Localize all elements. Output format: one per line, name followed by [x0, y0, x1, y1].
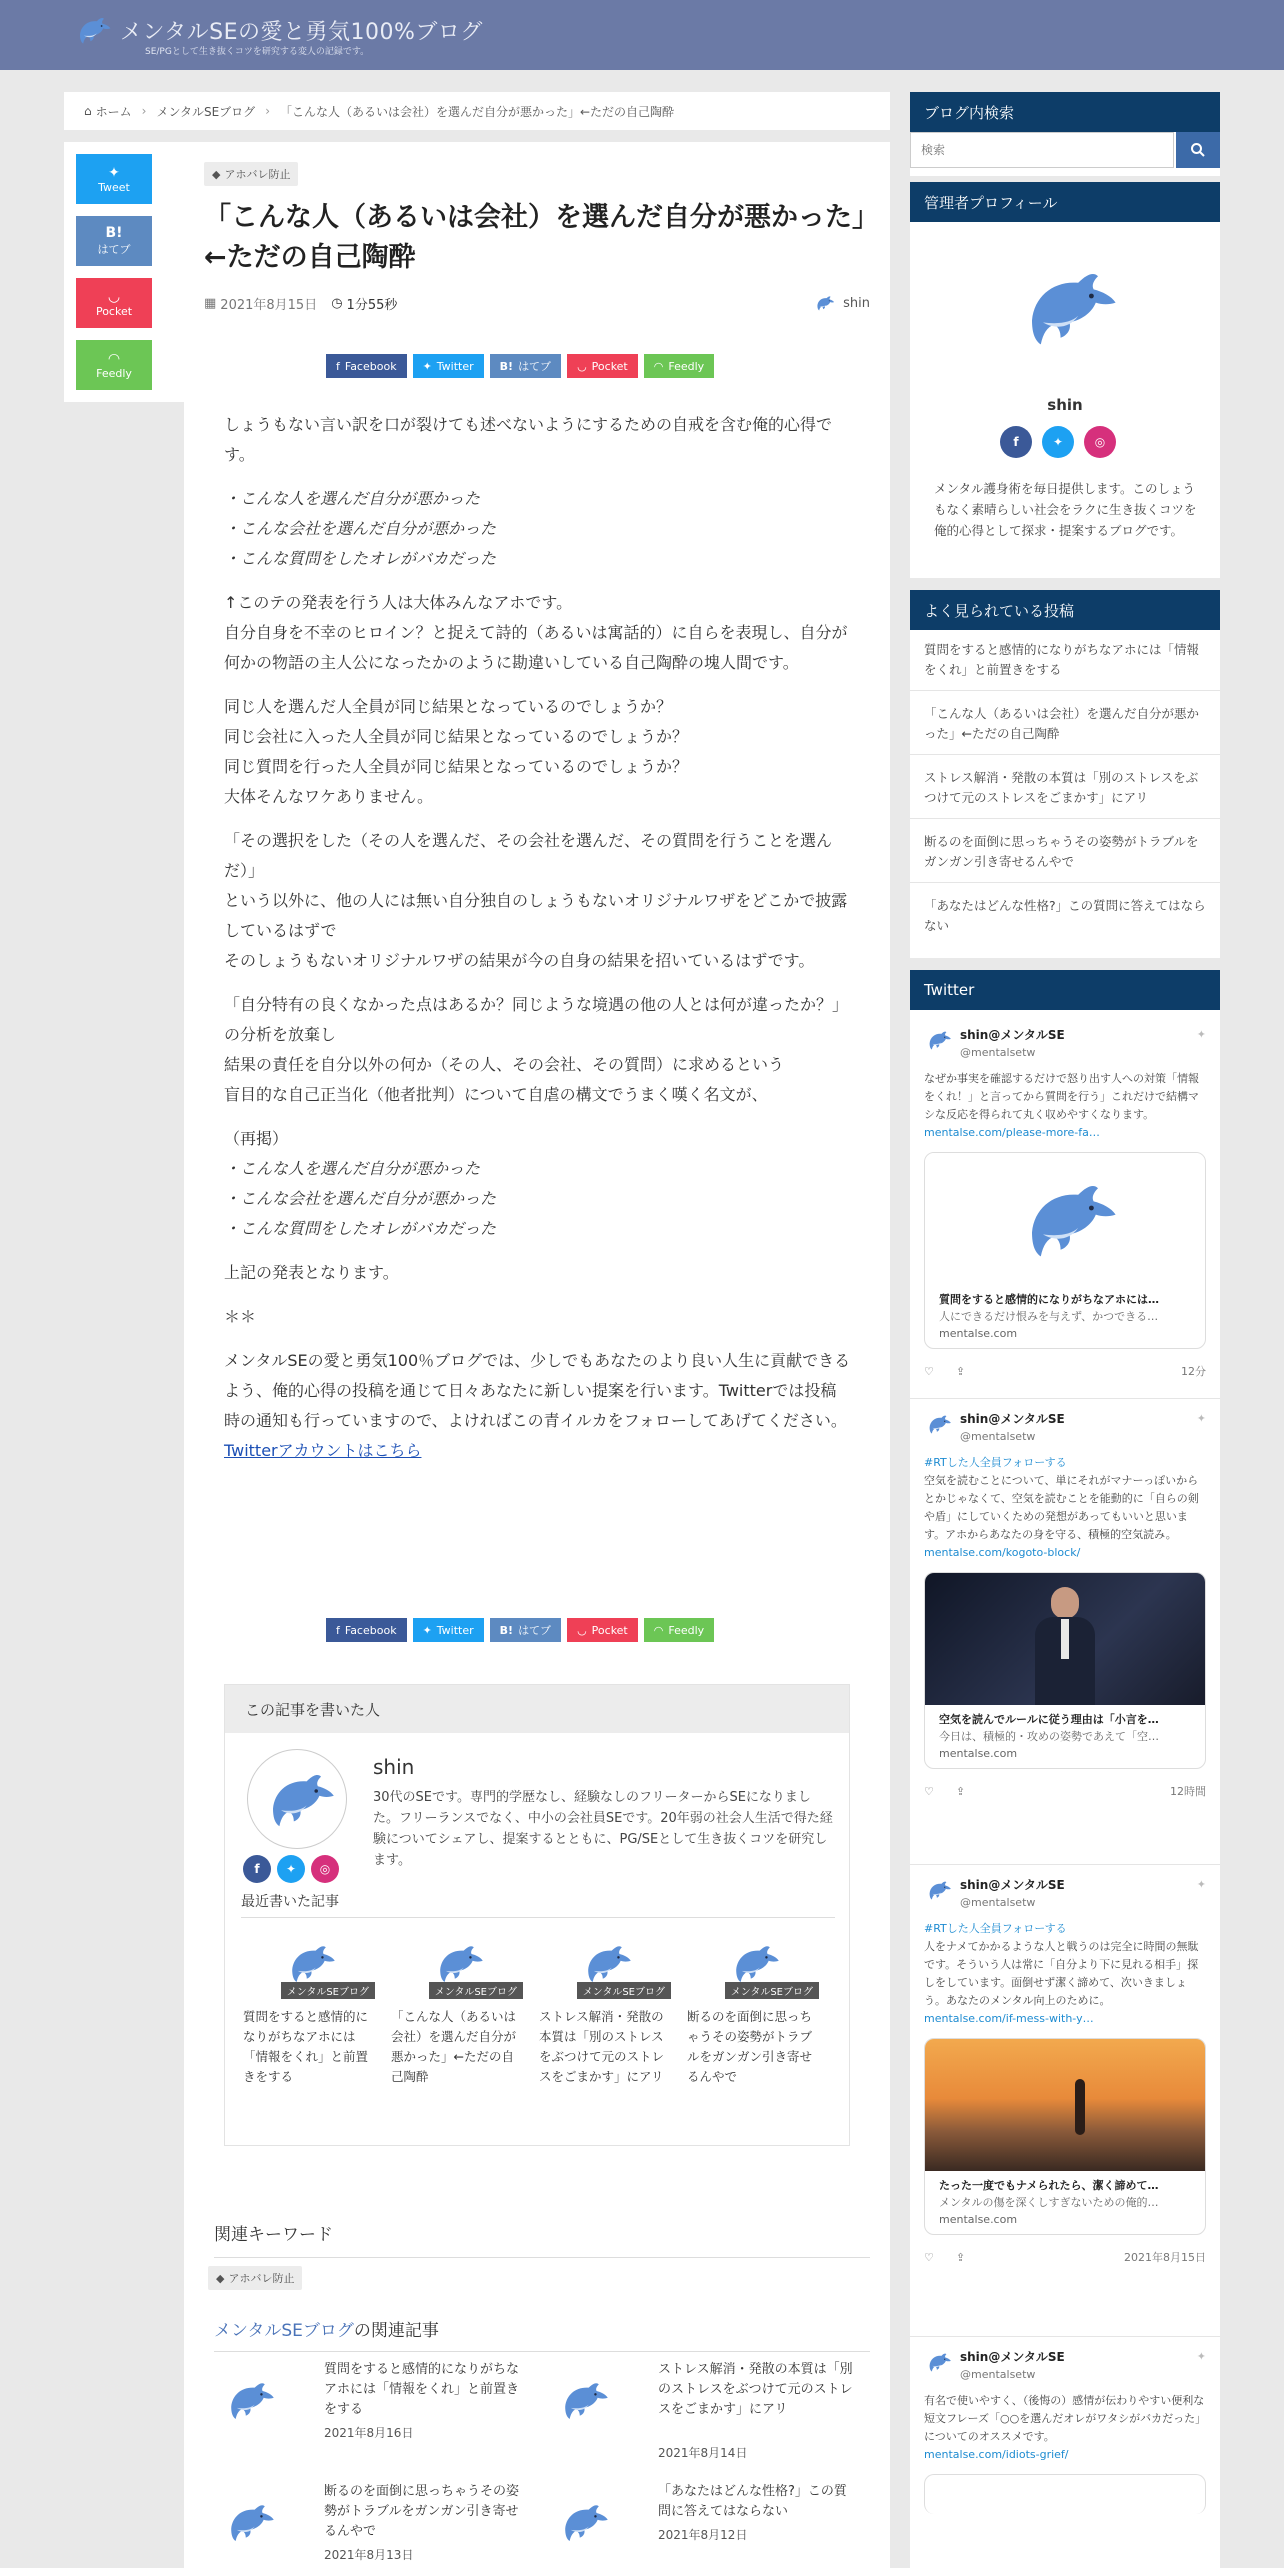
- tweet-body: 人をナメてかかるような人と戦うのは完全に時間の無駄です。そういう人は常に「自分より下に見れる相手」探しをしています。面倒せず潔く諦めて、次いきましょう。あなたのメンタル向上のために。: [924, 1940, 1199, 2007]
- dolphin-thumb-icon: [220, 2494, 276, 2550]
- body-paragraph: しょうもない言い訳を口が裂けても述べないようにするための自戒を含む俺的心得です。: [224, 415, 833, 464]
- tweet: [924, 1876, 1206, 2267]
- tweet-card-title: 質問をすると感情的になりがちなアホには…: [939, 1293, 1159, 1306]
- list-item: ・こんな質問をしたオレがバカだった: [224, 549, 497, 568]
- body-line: ↑このテの発表を行う人は大体みんなアホです。: [224, 593, 573, 612]
- divider: [910, 2336, 1220, 2337]
- dolphin-thumb-icon: [554, 2494, 610, 2550]
- pocket-share-button[interactable]: [567, 1618, 638, 1642]
- site-title: メンタルSEの愛と勇気100%ブログ: [120, 19, 483, 45]
- heart-icon[interactable]: ♡: [924, 2251, 934, 2264]
- hatena-share-button[interactable]: [490, 1618, 561, 1642]
- body-line: 「自分特有の良くなかった点はあるか？同じような境遇の他の人とは何が違ったか？」の分析を放棄し: [224, 995, 849, 1044]
- recent-post-card[interactable]: [391, 1935, 523, 2087]
- instagram-icon[interactable]: ◎: [311, 1855, 339, 1883]
- feedly-label: Feedly: [96, 366, 132, 380]
- facebook-icon[interactable]: f: [243, 1855, 271, 1883]
- twitter-widget-heading: Twitter: [910, 970, 1220, 1010]
- profile-widget: [910, 182, 1220, 578]
- article: [184, 142, 890, 2568]
- hatena-share-label: はてブ: [518, 1624, 552, 1637]
- body-line: 大体そんなワケありません。: [224, 787, 433, 806]
- tweet-author-handle[interactable]: @mentalsetw: [960, 1430, 1036, 1443]
- twitter-share-label: Twitter: [436, 1623, 474, 1637]
- related-post-title: 断るのを面倒に思っちゃうその姿勢がトラブルをガンガン引き寄せるんやで: [324, 2484, 520, 2539]
- tweet-author-name[interactable]: shin@メンタルSE: [960, 1878, 1065, 1892]
- facebook-icon[interactable]: f: [1000, 426, 1032, 458]
- breadcrumb: [64, 92, 890, 130]
- feedly-icon: ◠: [108, 350, 120, 367]
- share-bar-top: [326, 354, 714, 378]
- popular-posts-widget: [910, 590, 1220, 958]
- facebook-icon: f: [336, 1623, 340, 1637]
- recent-post-category: メンタルSEブログ: [725, 1982, 819, 1999]
- tweet-header: [924, 2348, 1206, 2388]
- popular-post-link[interactable]: 「あなたはどんな性格?」この質問に答えてはならない: [924, 898, 1206, 933]
- clock-icon: ◷: [331, 295, 343, 311]
- keyword-tag-label: アホバレ防止: [228, 2272, 295, 2285]
- related-heading-category: メンタルSEブログ: [214, 2321, 354, 2341]
- tweet-card[interactable]: [924, 1572, 1206, 1769]
- related-post-title: 質問をすると感情的になりがちなアホには「情報をくれ」と前置きをする: [324, 2362, 520, 2417]
- keyword-tag[interactable]: [208, 2266, 302, 2290]
- list-item: ・こんな人を選んだ自分が悪かった: [224, 1159, 481, 1178]
- body-list: [224, 1124, 852, 1244]
- tweet-button[interactable]: [76, 154, 152, 204]
- related-post-date: 2021年8月13日: [324, 2548, 414, 2562]
- popular-post-link[interactable]: ストレス解消・発散の本質は「別のストレスをぶつけて元のストレスをごまかす」にアリ: [924, 770, 1199, 805]
- dolphin-thumb-icon: [554, 2372, 610, 2428]
- facebook-share-button[interactable]: [326, 354, 407, 378]
- search-widget-heading: ブログ内検索: [910, 92, 1220, 132]
- body-line: そのしょうもないオリジナルワザの結果が今の自身の結果を招いているはずです。: [224, 951, 815, 970]
- pocket-icon: ◡: [577, 1623, 587, 1637]
- twitter-icon: ✦: [108, 164, 120, 181]
- list-heading: （再掲）: [224, 1129, 289, 1148]
- hatena-button[interactable]: [76, 216, 152, 266]
- facebook-share-label: Facebook: [344, 359, 397, 373]
- site-tagline: SE/PGとして生き抜くコツを研究する変人の記録です。: [145, 47, 370, 57]
- recent-post-title: 質問をすると感情的になりがちなアホには「情報をくれ」と前置きをする: [243, 2009, 369, 2084]
- recent-post-title: ストレス解消・発散の本質は「別のストレスをぶつけて元のストレスをごまかす」にアリ: [539, 2009, 665, 2084]
- feedly-share-button[interactable]: [644, 354, 714, 378]
- tweet-actions: [924, 1363, 1206, 1381]
- twitter-share-button[interactable]: [413, 354, 484, 378]
- tweet-author-name[interactable]: shin@メンタルSE: [960, 1028, 1065, 1042]
- body-paragraph: [224, 588, 852, 678]
- tweet-body: 有名で使いやすく、（後悔の）感情が伝わりやすい便利な短文フレーズ「○○を選んだオレがワタシがバカだった」についてのオススメです。: [924, 2394, 1205, 2443]
- recent-posts-heading: 最近書いた記事: [241, 1891, 835, 1918]
- article-date: 2021年8月15日: [220, 297, 318, 313]
- hatena-share-button[interactable]: [490, 354, 561, 378]
- tweet-author-name[interactable]: shin@メンタルSE: [960, 1412, 1065, 1426]
- hatena-icon: B!: [499, 1623, 514, 1637]
- related-post-title: ストレス解消・発散の本質は「別のストレスをぶつけて元のストレスをごまかす」にアリ: [658, 2362, 853, 2417]
- author-avatar-icon: [813, 292, 835, 314]
- search-icon: [1190, 142, 1206, 158]
- breadcrumb-current: 「こんな人（あるいは会社）を選んだ自分が悪かった」←ただの自己陶酔: [280, 104, 675, 119]
- tag-icon: ◆: [212, 167, 221, 181]
- list-item: ・こんな会社を選んだ自分が悪かった: [224, 519, 497, 538]
- tweet-card-title: 空気を読んでルールに従う理由は「小言を…: [939, 1713, 1159, 1726]
- body-paragraph: [224, 826, 852, 976]
- body-paragraph: 上記の発表となります。: [224, 1263, 399, 1282]
- recent-post-category: メンタルSEブログ: [429, 1982, 523, 1999]
- body-list: [224, 484, 852, 574]
- related-post[interactable]: [200, 2360, 530, 2456]
- share-icon[interactable]: ⇪: [955, 2251, 966, 2264]
- hatena-label: はてブ: [97, 243, 131, 256]
- popular-post-link[interactable]: 「こんな人（あるいは会社）を選んだ自分が悪かった」←ただの自己陶酔: [924, 706, 1200, 741]
- tweet: [924, 1026, 1206, 1381]
- popular-post-link[interactable]: 断るのを面倒に思っちゃうその姿勢がトラブルをガンガン引き寄せるんやで: [924, 834, 1199, 869]
- tweet-text: [924, 1070, 1206, 1142]
- body-line: 同じ質問を行った人全員が同じ結果となっているのでしょうか？: [224, 757, 689, 776]
- tweet-card-image: [925, 1573, 1205, 1705]
- body-line: 盲目的な自己正当化（他者批判）について自虐の構文でうまく嘆く名文が、: [224, 1085, 768, 1104]
- pocket-share-label: Pocket: [591, 1623, 628, 1637]
- heart-icon[interactable]: ♡: [924, 1365, 934, 1378]
- recent-post-thumb: [391, 1935, 523, 1999]
- tweet-card-domain: mentalse.com: [939, 1747, 1018, 1760]
- instagram-icon[interactable]: ◎: [1084, 426, 1116, 458]
- related-heading-suffix: の関連記事: [353, 2321, 439, 2341]
- pocket-icon: ◡: [108, 288, 120, 305]
- tweet-time[interactable]: 12分: [1181, 1365, 1206, 1378]
- divider: [910, 754, 1220, 755]
- tweet-label: Tweet: [98, 180, 130, 194]
- tweet-link[interactable]: mentalse.com/kogoto-block/: [924, 1546, 1081, 1559]
- tweet-card-domain: mentalse.com: [939, 2213, 1018, 2226]
- share-icon[interactable]: ⇪: [955, 1365, 966, 1378]
- tweet-body: 空気を読むことについて、単にそれがマナーっぽいからとかじゃなくて、空気を読むことを能動的に「自らの剣や盾」にしていくための発想があってもいいと思います。アホからあなたの身を守る、積極的空気読み。: [924, 1474, 1199, 1541]
- pocket-label: Pocket: [95, 304, 133, 318]
- dolphin-logo-icon: [70, 10, 114, 50]
- tweet-hashtag[interactable]: #RTした人全員フォローする: [924, 1922, 1067, 1935]
- list-item: ・こんな会社を選んだ自分が悪かった: [224, 1189, 497, 1208]
- facebook-share-label: Facebook: [344, 1623, 397, 1637]
- divider: [910, 882, 1220, 883]
- tweet-card[interactable]: [924, 2038, 1206, 2235]
- article-author[interactable]: [813, 292, 870, 314]
- tweet-card-desc: メンタルの傷を深くしすぎないための俺的…: [939, 2196, 1159, 2209]
- person-photo: [1035, 1587, 1095, 1705]
- list-item: ・こんな人を選んだ自分が悪かった: [224, 489, 481, 508]
- tweet-actions: [924, 1783, 1206, 1801]
- tweet-body: なぜか事実を確認するだけで怒り出す人への対策「情報をくれ！」と言ってから質問を行う」これだけで結構マシな反応を得られて丸く収めやすくなります。: [924, 1072, 1199, 1121]
- side-share-panel: [64, 142, 184, 402]
- pocket-share-label: Pocket: [591, 359, 628, 373]
- related-heading: [214, 2316, 870, 2352]
- article-tag[interactable]: [204, 162, 298, 186]
- tweet-text: [924, 2392, 1206, 2464]
- dolphin-thumb-icon: [220, 2372, 276, 2428]
- feedly-icon: ◠: [653, 359, 664, 373]
- author-box-heading: この記事を書いた人: [225, 1685, 849, 1733]
- tweet-author-handle[interactable]: @mentalsetw: [960, 1046, 1036, 1059]
- search-widget: [910, 92, 1220, 176]
- tweet-card-title: たった一度でもナメられたら、潔く諦めて…: [939, 2179, 1159, 2192]
- body-paragraph: [224, 692, 852, 812]
- body-line: 同じ人を選んだ人全員が同じ結果となっているのでしょうか？: [224, 697, 673, 716]
- article-tag-label: アホバレ防止: [224, 168, 291, 181]
- tweet-author-handle[interactable]: @mentalsetw: [960, 2368, 1036, 2381]
- twitter-bird-icon: ✦: [1196, 1028, 1206, 1041]
- tweet-header: [924, 1410, 1206, 1450]
- recent-post-title: 断るのを面倒に思っちゃうその姿勢がトラブルをガンガン引き寄せるんやで: [687, 2009, 813, 2084]
- profile-social-links: [1000, 426, 1116, 458]
- body-line: 「その選択をした（その人を選んだ、その会社を選んだ、その質問を行うことを選んだ）」: [224, 831, 833, 880]
- feedly-icon: ◠: [653, 1623, 664, 1637]
- profile-name: shin: [1047, 396, 1083, 414]
- profile-widget-heading: 管理者プロフィール: [910, 182, 1220, 222]
- tweet-avatar-icon: [924, 2348, 952, 2376]
- author-name: shin: [373, 1755, 415, 1779]
- tweet-header: [924, 1876, 1206, 1916]
- tweet-card-image: [925, 2039, 1205, 2171]
- article-title: 「こんな人（あるいは会社）を選んだ自分が悪かった」←ただの自己陶酔: [204, 202, 866, 273]
- tweet-header: [924, 1026, 1206, 1066]
- popular-post-link[interactable]: 質問をすると感情的になりがちなアホには「情報をくれ」と前置きをする: [924, 642, 1200, 677]
- keywords-heading: 関連キーワード: [214, 2220, 870, 2258]
- twitter-bird-icon: ✦: [1196, 1412, 1206, 1425]
- dolphin-avatar-icon: [257, 1759, 337, 1839]
- tweet-card-domain: mentalse.com: [939, 1327, 1018, 1340]
- tweet-card-desc: 人にできるだけ恨みを与えず、かつできる…: [939, 1310, 1159, 1323]
- tweet-time[interactable]: 12時間: [1170, 1785, 1206, 1798]
- tweet: [924, 1410, 1206, 1801]
- body-line: 結果の責任を自分以外の何か（その人、その会社、その質問）に求めるという: [224, 1055, 785, 1074]
- article-meta: [204, 292, 870, 314]
- dolphin-profile-icon: [1010, 252, 1120, 362]
- feedly-share-button[interactable]: [644, 1618, 714, 1642]
- tweet-card[interactable]: [924, 2474, 1206, 2514]
- facebook-icon: f: [336, 359, 340, 373]
- recent-post-title: 「こんな人（あるいは会社）を選んだ自分が悪かった」←ただの自己陶酔: [391, 2009, 517, 2084]
- search-input[interactable]: [910, 132, 1174, 168]
- walking-person-silhouette: [1075, 2079, 1085, 2135]
- feedly-share-label: Feedly: [668, 1623, 705, 1637]
- home-icon: ⌂: [84, 104, 92, 118]
- tweet-time[interactable]: 2021年8月15日: [1124, 2251, 1206, 2264]
- body-paragraph: [224, 990, 852, 1110]
- recent-post-thumb: [687, 1935, 819, 1999]
- related-post-date: 2021年8月14日: [658, 2446, 748, 2460]
- feedly-button[interactable]: [76, 340, 152, 390]
- tweet-card-image: [925, 1153, 1205, 1285]
- recent-post-thumb: [539, 1935, 671, 1999]
- pocket-share-button[interactable]: [567, 354, 638, 378]
- recent-post-card[interactable]: [687, 1935, 819, 2087]
- related-post-date: 2021年8月12日: [658, 2528, 748, 2542]
- breadcrumb-home[interactable]: ホーム: [95, 104, 132, 119]
- article-body: [224, 410, 852, 1480]
- facebook-share-button[interactable]: [326, 1618, 407, 1642]
- author-box: [224, 1684, 850, 2146]
- share-bar-bottom: [326, 1618, 714, 1642]
- share-icon[interactable]: ⇪: [955, 1785, 966, 1798]
- tweet-card-desc: 今日は、積極的・攻めの姿勢であえて「空…: [939, 1730, 1159, 1743]
- tweet-hashtag[interactable]: #RTした人全員フォローする: [924, 1456, 1067, 1469]
- twitter-share-label: Twitter: [436, 359, 474, 373]
- twitter-bird-icon: ✦: [1196, 1878, 1206, 1891]
- author-social-links: [243, 1855, 339, 1883]
- related-post-title: 「あなたはどんな性格?」この質問に答えてはならない: [658, 2484, 847, 2519]
- twitter-share-button[interactable]: [413, 1618, 484, 1642]
- recent-post-category: メンタルSEブログ: [577, 1982, 671, 1999]
- profile-description: メンタル護身術を毎日提供します。このしょうもなく素晴らしい社会をラクに生き抜くコツを俺的心得として探求・提案するブログです。: [934, 481, 1197, 538]
- divider: [910, 690, 1220, 691]
- related-post[interactable]: [534, 2482, 864, 2568]
- body-paragraph: [224, 1346, 852, 1466]
- divider: [910, 818, 1220, 819]
- calendar-icon: ▦: [204, 295, 217, 311]
- twitter-icon[interactable]: ✦: [277, 1855, 305, 1883]
- twitter-account-link[interactable]: Twitterアカウントはこちら: [224, 1441, 422, 1460]
- tag-icon: ◆: [216, 2271, 225, 2285]
- author-description: 30代のSEです。専門的学歴なし、経験なしのフリーターからSEになりました。フリーランスでなく、中小の会社員SEです。20年弱の社会人生活で得た経験についてシェアし、提案するとともに、PG/SEとして生き抜くコツを研究します。: [373, 1790, 833, 1868]
- body-line: 同じ会社に入った人全員が同じ結果となっているのでしょうか？: [224, 727, 689, 746]
- twitter-icon: ✦: [422, 1623, 432, 1637]
- divider: [910, 1398, 1220, 1399]
- twitter-icon: ✦: [422, 359, 432, 373]
- tweet-avatar-icon: [924, 1410, 952, 1438]
- dolphin-card-icon: [1010, 1164, 1120, 1274]
- heart-icon[interactable]: ♡: [924, 1785, 934, 1798]
- tweet-avatar-icon: [924, 1026, 952, 1054]
- recent-post-card[interactable]: [243, 1935, 375, 2087]
- chevron-right-icon: ›: [265, 104, 270, 118]
- hatena-icon: B!: [499, 359, 514, 373]
- body-line: メンタルSEの愛と勇気100％ブログでは、少しでもあなたのより良い人生に貢献できるよう、俺的心得の投稿を通じて日々あなたに新しい提案を行います。Twitterでは投稿時の通知も行っていますので、よければこの青イルカをフォローしてあげてください。: [224, 1351, 851, 1430]
- popular-widget-heading: よく見られている投稿: [910, 590, 1220, 630]
- hatena-icon: B!: [105, 225, 123, 241]
- chevron-right-icon: ›: [141, 104, 147, 118]
- body-paragraph: ＊＊: [224, 1307, 257, 1326]
- divider: [910, 1864, 1220, 1865]
- body-line: という以外に、他の人には無い自分独自のしょうもないオリジナルワザをどこかで披露しているはずで: [224, 891, 848, 940]
- related-post-date: 2021年8月16日: [324, 2426, 414, 2440]
- pocket-button[interactable]: [76, 278, 152, 328]
- tweet-author-name[interactable]: shin@メンタルSE: [960, 2350, 1065, 2364]
- site-header: [0, 0, 1284, 70]
- twitter-icon[interactable]: ✦: [1042, 426, 1074, 458]
- tweet-author-handle[interactable]: @mentalsetw: [960, 1896, 1036, 1909]
- recent-post-category: メンタルSEブログ: [281, 1982, 375, 1999]
- tweet-avatar-icon: [924, 1876, 952, 1904]
- author-avatar[interactable]: [247, 1749, 347, 1849]
- breadcrumb-category[interactable]: メンタルSEブログ: [156, 104, 256, 119]
- tweet-card[interactable]: [924, 1152, 1206, 1349]
- related-post[interactable]: [534, 2360, 864, 2460]
- twitter-widget: [910, 970, 1220, 2568]
- twitter-bird-icon: ✦: [1196, 2350, 1206, 2363]
- tweet-link[interactable]: mentalse.com/idiots-grief/: [924, 2448, 1069, 2461]
- tweet-text: [924, 1454, 1206, 1562]
- feedly-share-label: Feedly: [668, 359, 705, 373]
- tweet-link[interactable]: mentalse.com/please-more-fa…: [924, 1126, 1100, 1139]
- hatena-share-label: はてブ: [518, 360, 552, 373]
- tweet-actions: [924, 2249, 1206, 2267]
- pocket-icon: ◡: [577, 359, 587, 373]
- body-line: 自分自身を不幸のヒロイン？と捉えて詩的（あるいは寓話的）に自らを表現し、自分が何かの物語の主人公になったかのように勘違いしている自己陶酔の塊人間です。: [224, 623, 848, 672]
- tweet: [924, 2348, 1206, 2514]
- recent-post-thumb: [243, 1935, 375, 1999]
- read-time: 1分55秒: [346, 297, 398, 313]
- search-button[interactable]: [1176, 132, 1220, 168]
- recent-post-card[interactable]: [539, 1935, 671, 2087]
- related-post[interactable]: [200, 2482, 530, 2568]
- tweet-text: [924, 1920, 1206, 2028]
- tweet-link[interactable]: mentalse.com/if-mess-with-y…: [924, 2012, 1094, 2025]
- list-item: ・こんな質問をしたオレがバカだった: [224, 1219, 497, 1238]
- article-author-name: shin: [843, 295, 870, 311]
